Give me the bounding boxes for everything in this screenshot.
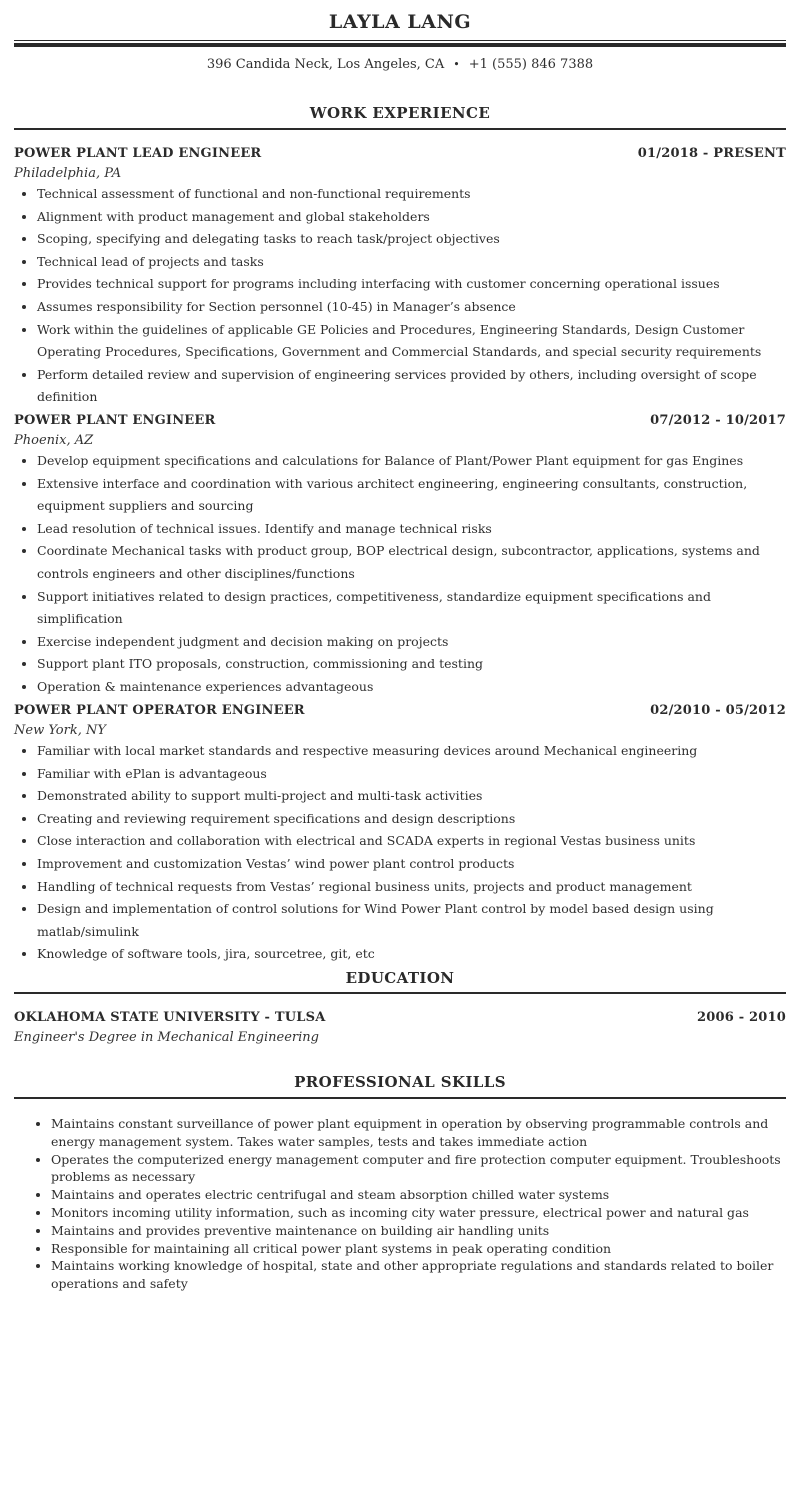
- list-item: • Familiar with local market standards and respective measuring devices around Mechanical engineering: [37, 740, 786, 763]
- education-entry: [14, 1010, 786, 1047]
- list-item: • Develop equipment specifications and calculations for Balance of Plant/Power Plant equipment for gas Engines: [37, 450, 786, 473]
- list-item: • Support initiatives related to design practices, competitiveness, standardize equipment specifications and simplification: [37, 586, 786, 631]
- list-item: • Scoping, specifying and delegating tasks to reach task/project objectives: [37, 228, 786, 251]
- list-item: • Technical lead of projects and tasks: [37, 251, 786, 274]
- list-item: • Maintains constant surveillance of power plant equipment in operation by observing programmable controls and energy management system. Takes water samples, tests and takes immediate action: [51, 1115, 786, 1151]
- skills-list: [14, 1115, 786, 1293]
- list-item: • Maintains and operates electric centrifugal and steam absorption chilled water systems: [51, 1186, 786, 1204]
- section-divider-education: [14, 992, 786, 994]
- list-item: • Exercise independent judgment and decision making on projects: [37, 631, 786, 654]
- school-name: OKLAHOMA STATE UNIVERSITY - TULSA: [14, 1010, 326, 1025]
- list-item: • Operates the computerized energy management computer and fire protection computer equipment. Troubleshoots problems as necessary: [51, 1151, 786, 1187]
- job-dates: 07/2012 - 10/2017: [650, 413, 786, 428]
- list-item: • Responsible for maintaining all critical power plant systems in peak operating condition: [51, 1240, 786, 1258]
- list-item: • Provides technical support for programs including interfacing with customer concerning operational issues: [37, 273, 786, 296]
- contact-address: 396 Candida Neck, Los Angeles, CA: [206, 57, 445, 72]
- contact-separator: •: [453, 58, 460, 71]
- list-item: • Handling of technical requests from Vestas’ regional business units, projects and product management: [37, 876, 786, 899]
- section-title-work-experience: WORK EXPERIENCE: [309, 104, 491, 122]
- job-entry: [14, 413, 786, 699]
- job-location: Philadelphia, PA: [14, 166, 122, 181]
- header-divider-thick: [14, 43, 786, 47]
- job-entry: [14, 146, 786, 409]
- list-item: • Maintains and provides preventive maintenance on building air handling units: [51, 1222, 786, 1240]
- job-title: POWER PLANT OPERATOR ENGINEER: [14, 703, 305, 718]
- list-item: • Alignment with product management and global stakeholders: [37, 206, 786, 229]
- job-dates: 01/2018 - PRESENT: [637, 146, 786, 161]
- list-item: • Familiar with ePlan is advantageous: [37, 763, 786, 786]
- list-item: • Lead resolution of technical issues. Identify and manage technical risks: [37, 518, 786, 541]
- list-item: • Assumes responsibility for Section personnel (10-45) in Manager’s absence: [37, 296, 786, 319]
- list-item: • Creating and reviewing requirement specifications and design descriptions: [37, 808, 786, 831]
- list-item: • Maintains working knowledge of hospital, state and other appropriate regulations and standards related to boiler operations and safety: [51, 1257, 786, 1293]
- job-location: New York, NY: [14, 723, 106, 738]
- job-duties-list: [14, 183, 786, 409]
- degree: Engineer's Degree in Mechanical Engineering: [14, 1030, 319, 1045]
- list-item: • Perform detailed review and supervision of engineering services provided by others, including oversight of scope definition: [37, 364, 786, 409]
- job-duties-list: [14, 450, 786, 699]
- job-entry: [14, 703, 786, 966]
- job-location: Phoenix, AZ: [14, 433, 94, 448]
- list-item: • Support plant ITO proposals, construction, commissioning and testing: [37, 653, 786, 676]
- header-divider-thin: [14, 40, 786, 41]
- list-item: • Operation & maintenance experiences advantageous: [37, 676, 786, 699]
- job-title: POWER PLANT LEAD ENGINEER: [14, 146, 262, 161]
- list-item: • Close interaction and collaboration with electrical and SCADA experts in regional Vestas business units: [37, 830, 786, 853]
- job-dates: 02/2010 - 05/2012: [650, 703, 786, 718]
- list-item: • Coordinate Mechanical tasks with product group, BOP electrical design, subcontractor, applications, systems and controls engineers and other disciplines/functions: [37, 540, 786, 585]
- list-item: • Work within the guidelines of applicable GE Policies and Procedures, Engineering Standards, Design Customer Operating Procedures, Specifications, Government and Commercial Standards, and special security requirements: [37, 319, 786, 364]
- list-item: • Technical assessment of functional and non-functional requirements: [37, 183, 786, 206]
- section-divider-professional-skills: [14, 1097, 786, 1099]
- contact-line: [14, 57, 786, 72]
- list-item: • Extensive interface and coordination with various architect engineering, engineering consultants, construction, equipment suppliers and sourcing: [37, 473, 786, 518]
- list-item: • Design and implementation of control solutions for Wind Power Plant control by model based design using matlab/simulink: [37, 898, 786, 943]
- list-item: • Demonstrated ability to support multi-project and multi-task activities: [37, 785, 786, 808]
- job-title: POWER PLANT ENGINEER: [14, 413, 216, 428]
- section-title-education: EDUCATION: [345, 969, 455, 987]
- candidate-name: LAYLA LANG: [328, 11, 472, 33]
- job-duties-list: [14, 740, 786, 966]
- list-item: • Knowledge of software tools, jira, sourcetree, git, etc: [37, 943, 786, 966]
- contact-phone: +1 (555) 846 7388: [468, 57, 594, 72]
- section-title-professional-skills: PROFESSIONAL SKILLS: [294, 1073, 506, 1091]
- list-item: • Improvement and customization Vestas’ wind power plant control products: [37, 853, 786, 876]
- list-item: • Monitors incoming utility information, such as incoming city water pressure, electrical power and natural gas: [51, 1204, 786, 1222]
- education-dates: 2006 - 2010: [696, 1010, 786, 1025]
- section-divider-work-experience: [14, 128, 786, 130]
